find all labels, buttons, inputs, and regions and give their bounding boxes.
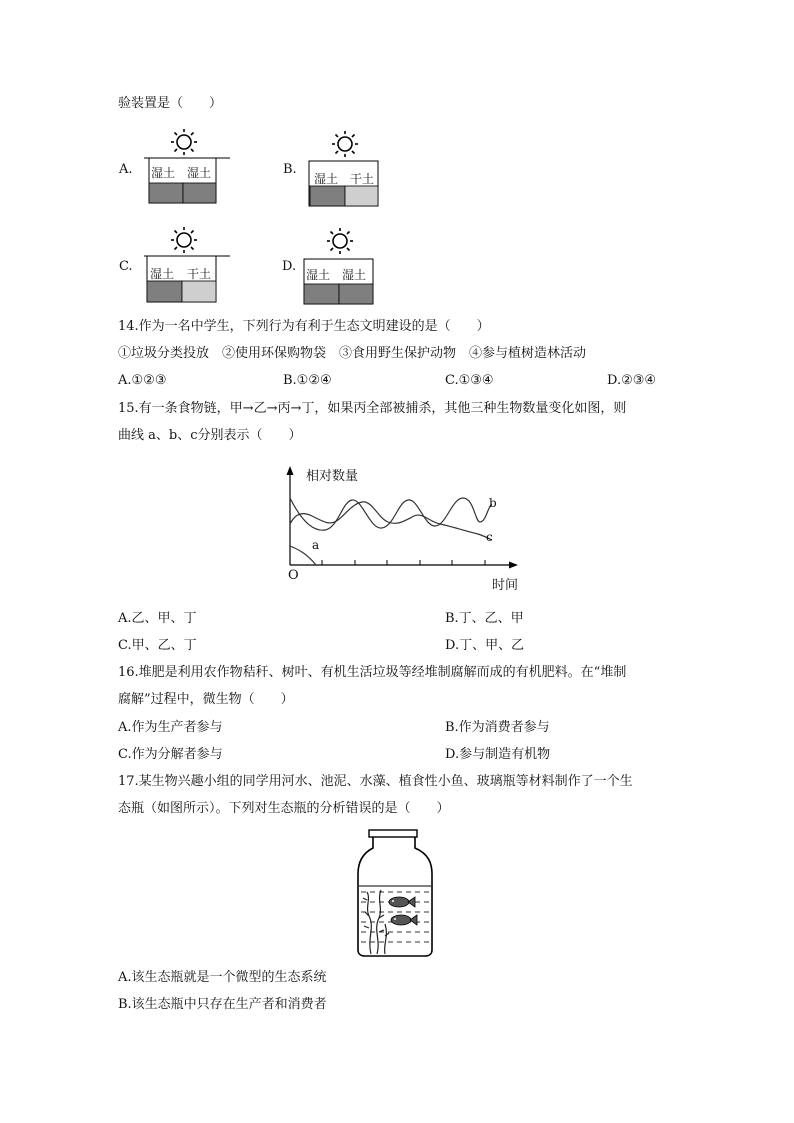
q14-choice-a: A.①②③ — [118, 373, 167, 388]
q14-choice-c: C.①③④ — [445, 373, 494, 388]
q13-option-c-letter: C. — [119, 259, 133, 274]
curve-b — [290, 498, 492, 530]
q13-option-a-letter: A. — [119, 162, 133, 177]
water-plant-icon — [363, 890, 389, 954]
sun-icon — [171, 227, 197, 253]
sun-icon — [171, 129, 197, 155]
q16-choice-b: B.作为消费者参与 — [445, 720, 550, 735]
sun-icon — [327, 228, 353, 254]
q13-option-d-letter: D. — [282, 259, 297, 274]
q16-stem-line1: 16.堆肥是利用农作物秸秆、树叶、有机生活垃圾等经堆制腐解而成的有机肥料。在“堆制 — [118, 665, 627, 680]
q13-a-left-label: 湿土 — [151, 166, 176, 180]
q15-choice-d: D.丁、甲、乙 — [445, 638, 525, 653]
q15-stem-line1: 15.有一条食物链，甲→乙→丙→丁，如果丙全部被捕杀，其他三种生物数量变化如图，则 — [118, 401, 627, 416]
q15-curve-b-label: b — [489, 496, 497, 510]
q13-c-right-label: 干土 — [187, 267, 212, 281]
sun-icon — [332, 131, 358, 157]
fish-icon — [391, 915, 417, 925]
q13-apparatus-c — [140, 223, 240, 305]
q16-choice-c: C.作为分解者参与 — [118, 747, 223, 762]
q14-items: ①垃圾分类投放 ②使用环保购物袋 ③食用野生保护动物 ④参与植树造林活动 — [118, 346, 587, 361]
q14-choice-b: B.①②④ — [283, 373, 332, 388]
q15-stem-line2: 曲线 a、b、c分别表示（ ） — [118, 428, 302, 443]
q15-choice-b: B.丁、乙、甲 — [445, 611, 524, 626]
q14-choice-d: D.②③④ — [607, 373, 657, 388]
q13-apparatus-b — [305, 126, 405, 206]
q15-choice-c: C.甲、乙、丁 — [118, 638, 197, 653]
q13-stem-tail: 验装置是（ ） — [118, 96, 223, 111]
q17-choice-b: B.该生态瓶中只存在生产者和消费者 — [118, 997, 327, 1012]
q13-b-left-label: 湿土 — [314, 172, 339, 186]
q13-d-left-label: 湿土 — [306, 268, 331, 282]
ecosystem-bottle-figure — [355, 828, 445, 958]
q16-stem-line2: 腐解”过程中，微生物（ ） — [118, 692, 294, 707]
q17-stem-line2: 态瓶（如图所示）。下列对生态瓶的分析错误的是（ ） — [118, 801, 450, 816]
q13-option-b-letter: B. — [283, 162, 297, 177]
q15-curve-c-label: c — [486, 530, 493, 544]
q13-apparatus-d — [300, 223, 400, 305]
q13-b-right-label: 干土 — [350, 172, 375, 186]
q15-xlabel: 时间 — [492, 578, 519, 593]
q14-stem: 14.作为一名中学生，下列行为有利于生态文明建设的是（ ） — [118, 319, 490, 334]
q13-d-right-label: 湿土 — [342, 268, 367, 282]
q13-a-right-label: 湿土 — [187, 166, 212, 180]
q17-choice-a: A.该生态瓶就是一个微型的生态系统 — [118, 970, 327, 985]
q17-stem-line1: 17.某生物兴趣小组的同学用河水、池泥、水藻、植食性小鱼、玻璃瓶等材料制作了一个生 — [118, 774, 633, 789]
q15-origin-label: O — [288, 568, 299, 583]
fish-icon — [389, 897, 415, 907]
q16-choice-d: D.参与制造有机物 — [445, 747, 551, 762]
q15-choice-a: A.乙、甲、丁 — [118, 611, 197, 626]
q15-ylabel: 相对数量 — [306, 469, 359, 484]
q15-curve-a-label: a — [312, 538, 320, 552]
q16-choice-a: A.作为生产者参与 — [118, 720, 223, 735]
q13-c-left-label: 湿土 — [150, 267, 175, 281]
